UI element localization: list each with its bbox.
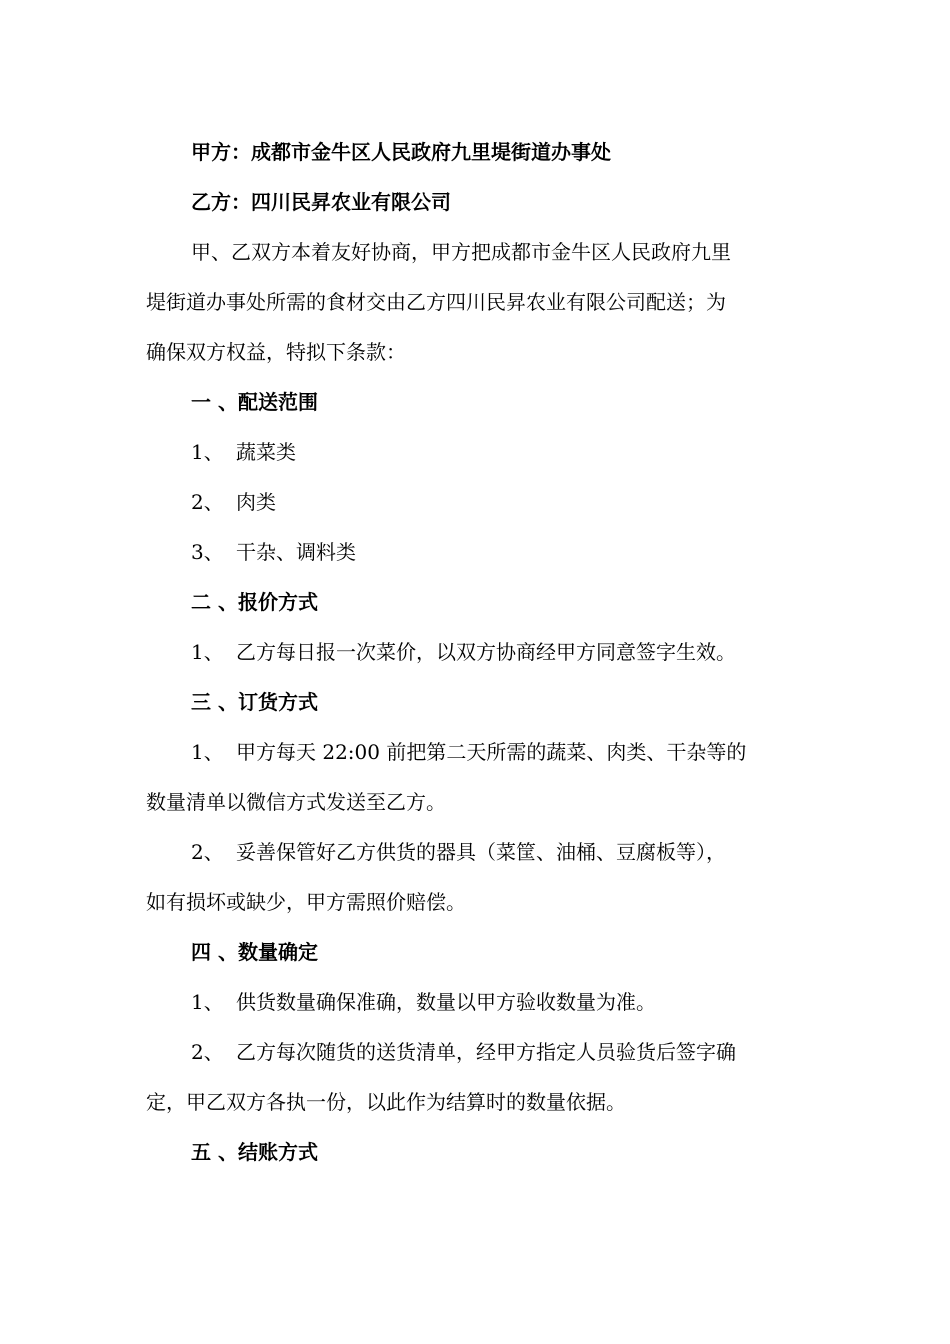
item-continuation: 如有损坏或缺少，甲方需照价赔偿。 <box>146 890 466 914</box>
item-number: 2、 <box>191 1040 224 1064</box>
item-number: 1、 <box>191 740 224 764</box>
item-continuation: 数量清单以微信方式发送至乙方。 <box>146 790 446 814</box>
item-number: 1、 <box>191 440 224 464</box>
list-item <box>191 636 851 668</box>
item-text: 肉类 <box>236 490 276 514</box>
item-number: 2、 <box>191 490 224 514</box>
intro-line-1: 甲、乙双方本着友好协商，甲方把成都市金牛区人民政府九里 <box>191 240 731 264</box>
party-b: 乙方：四川民昇农业有限公司 <box>191 190 451 214</box>
party-a: 甲方：成都市金牛区人民政府九里堤街道办事处 <box>191 140 611 164</box>
item-text: 干杂、调料类 <box>236 540 356 564</box>
list-item <box>191 486 851 518</box>
item-text: 乙方每日报一次菜价，以双方协商经甲方同意签字生效。 <box>236 640 736 664</box>
item-number: 3、 <box>191 540 224 564</box>
item-text: 妥善保管好乙方供货的器具（菜筐、油桶、豆腐板等）， <box>236 840 726 864</box>
item-text: 乙方每次随货的送货清单，经甲方指定人员验货后签字确 <box>236 1040 736 1064</box>
section-1-heading: 一 、配送范围 <box>191 390 318 414</box>
list-item <box>191 836 851 868</box>
item-continuation: 定，甲乙双方各执一份，以此作为结算时的数量依据。 <box>146 1090 626 1114</box>
section-4-heading: 四 、数量确定 <box>191 940 318 964</box>
list-item <box>191 436 851 468</box>
section-3-heading: 三 、订货方式 <box>191 690 318 714</box>
list-item <box>191 536 851 568</box>
section-5-heading: 五 、结账方式 <box>191 1140 318 1164</box>
item-text: 甲方每天 22:00 前把第二天所需的蔬菜、肉类、干杂等的 <box>236 740 747 764</box>
item-text: 供货数量确保准确，数量以甲方验收数量为准。 <box>236 990 656 1014</box>
section-2-heading: 二 、报价方式 <box>191 590 318 614</box>
item-number: 1、 <box>191 990 224 1014</box>
item-number: 1、 <box>191 640 224 664</box>
intro-line-2: 堤街道办事处所需的食材交由乙方四川民昇农业有限公司配送；为 <box>146 290 726 314</box>
list-item <box>191 986 851 1018</box>
list-item <box>191 1036 851 1068</box>
list-item <box>191 736 851 768</box>
item-number: 2、 <box>191 840 224 864</box>
intro-line-3: 确保双方权益，特拟下条款： <box>146 340 406 364</box>
item-text: 蔬菜类 <box>236 440 296 464</box>
